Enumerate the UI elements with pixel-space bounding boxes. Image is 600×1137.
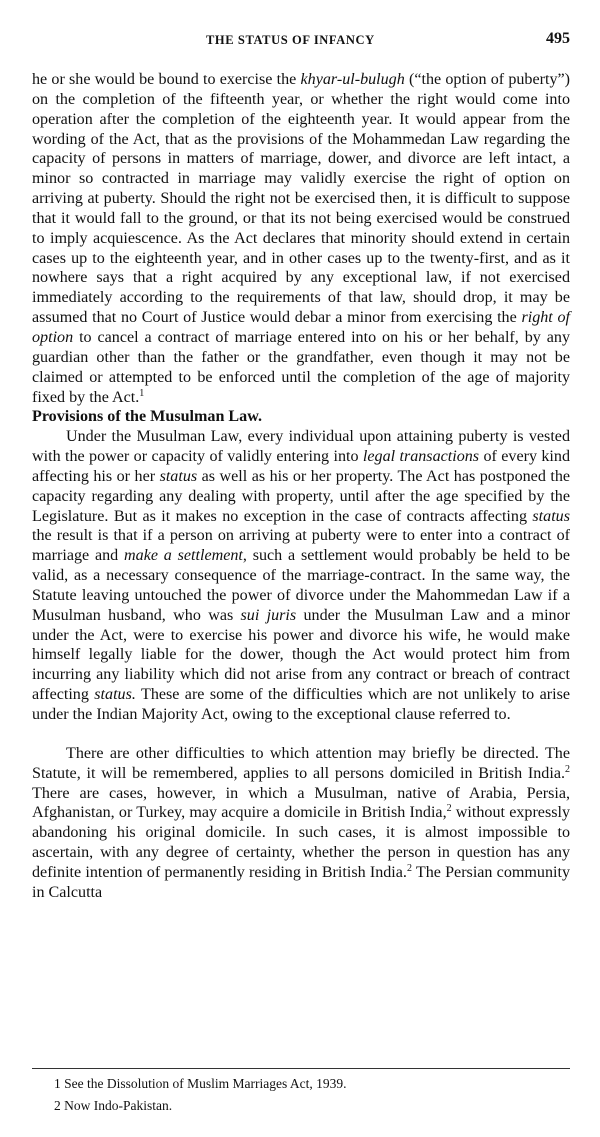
term-legal-transactions: legal transactions: [362, 448, 480, 466]
section-heading: Provisions of the Musulman Law.: [32, 408, 262, 426]
page-header: [32, 30, 570, 50]
footnotes: [32, 1068, 570, 1117]
footnote-ref-2: 2: [446, 803, 452, 815]
paragraph-option-of-puberty: he or she would be bound to exercise the khyar-ul-bulugh (“the option of puberty”) on the completion of the fifteenth year, or whether the right would come into operation after the completion of the eighteenth year. It would appear from the wording of the Act, that as the provisions of the Mohammedan Law regarding the capacity of persons in matters of marriage, dower, and divorce are left intact, a minor so contracted in marriage may validly exercise the right of option on arriving at puberty. Should the right not be exercised then, it is difficult to suppose that it would fall to the ground, or that its not being exercised would be construed to imply acquiescence. As the Act declares that minority should extend in certain cases up to the eighteenth year, and in other cases up to the twenty-first, and as it nowhere says that a right acquired by any exceptional law, if not exercised immediately according to the requirements of that law, should drop, it may be assumed that no Court of Justice would debar a minor from exercising the right of option to cancel a contract of marriage entered into on his or her behalf, by any guardian other than the father or the grandfather, even though it may not be claimed or attempted to be enforced until the completion of the age of majority fixed by the Act.$^1$: [32, 71, 571, 406]
page-body: [32, 70, 570, 903]
term-status: status.: [94, 686, 136, 704]
paragraph-gap: [32, 725, 570, 744]
term-sui-juris: sui juris: [240, 606, 297, 624]
footnote-2: 2 Now Indo-Pakistan.: [54, 1098, 173, 1113]
paragraph-other-difficulties: There are other difficulties to which attention may briefly be directed. The Statute, it will be remembered, applies to all persons domiciled in British India.$^2$ There are cases, however, in which a Musulman, native of Arabia, Persia, Afghanistan, or Turkey, may acquire a domicile in British India,$^2$ without expressly abandoning his original domicile. In such cases, it is almost impossible to ascertain, with any degree of certainty, whether the person in question has any definite intention of permanently residing in British India.$^2$ The Persian community in Calcutta: [32, 744, 570, 901]
term-make-a-settlement: make a settlement: [124, 547, 243, 565]
footnote-1: 1 See the Dissolution of Muslim Marriages Act, 1939.: [54, 1076, 347, 1091]
term-khyar-ul-bulugh: khyar-ul-bulugh: [300, 71, 405, 88]
term-right-of-option: right of option: [32, 309, 571, 346]
paragraph-musulman-law: Under the Musulman Law, every individual upon attaining puberty is vested with the power or capacity of validly entering into legal transactions of every kind affecting his or her status as well as his or her property. The Act has postponed the capacity regarding any dealing with property, until after the age specified by the Legislature. But as it makes no exception in the case of contracts affecting status the result is that if a person on arriving at puberty were to enter into a contract of marriage and make a settlement, such a settlement would probably be held to be valid, as a necessary consequence of the marriage-contract. In the same way, the Statute leaving untouched the power of divorce under the Mahommedan Law if a Musulman husband, who was sui juris under the Musulman Law and a minor under the Act, were to exercise his power and divorce his wife, he would make himself legally liable for the dower, though the Act would protect him from incurring any liability which did not arise from any contract or breach of contract affecting status. These are some of the difficulties which are not unlikely to arise under the Indian Majority Act, owing to the exceptional clause referred to.: [32, 428, 571, 723]
term-status: status: [159, 467, 198, 485]
running-head: THE STATUS OF INFANCY: [206, 33, 375, 47]
page-number: 495: [546, 30, 570, 47]
footnote-ref-1: 1: [139, 387, 145, 399]
footnote-ref-2: 2: [406, 862, 412, 874]
footnote-ref-2: 2: [565, 763, 570, 775]
term-status: status: [532, 507, 570, 525]
